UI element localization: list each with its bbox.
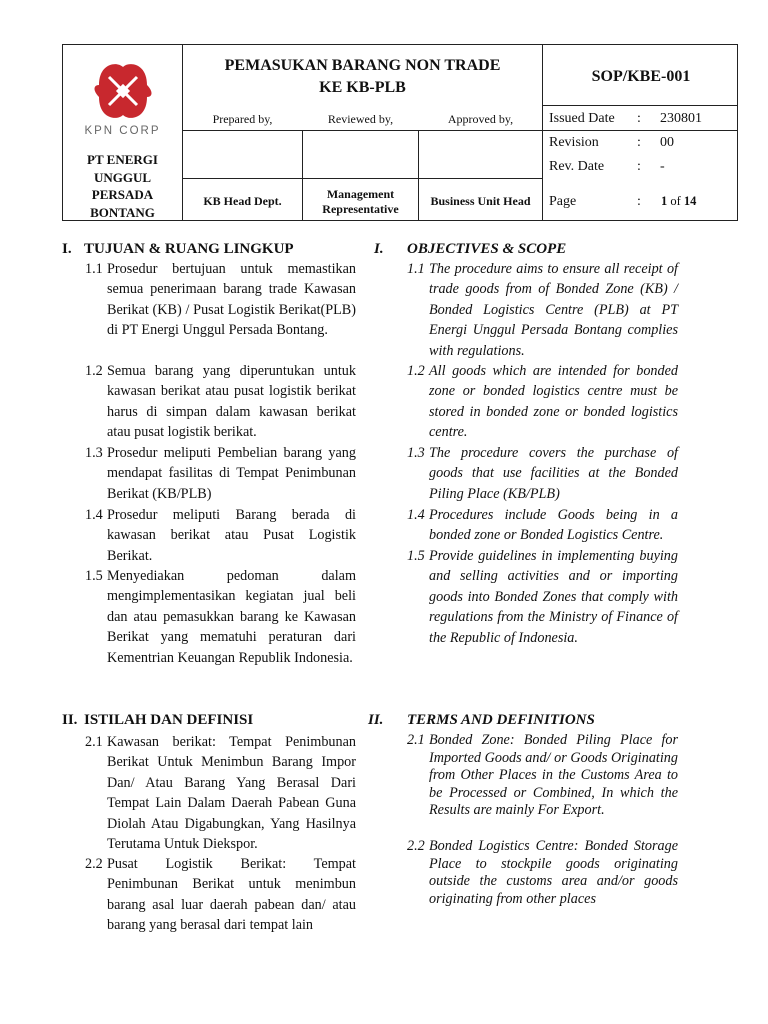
item-number: 1.1 bbox=[407, 261, 425, 277]
page-of: of bbox=[670, 194, 681, 208]
section-2-numeral-en: II. bbox=[368, 712, 384, 728]
item-text: Pusat Logistik Berikat: Tempat Penimbunan Berikat untuk menimbun barang asal luar daerah pabean dan/ atau barang yang berasal dari tempat lain bbox=[107, 856, 356, 934]
issued-date-label: Issued Date bbox=[549, 111, 615, 126]
item-text: Procedures include Goods being in a bonded zone or Bonded Logistics Centre. bbox=[429, 507, 678, 544]
list-item bbox=[407, 361, 678, 443]
item-text: Prosedur bertujuan untuk memastikan semua penerimaan barang trade Kawasan Berikat (KB) / Pusat Logistik Berikat(PLB) di PT Energi Unggul Persada Bontang. bbox=[107, 261, 356, 339]
approved-by-label: Approved by, bbox=[447, 112, 514, 126]
list-item bbox=[85, 259, 356, 341]
rev-date-value: - bbox=[660, 159, 665, 174]
item-number: 1.3 bbox=[85, 445, 103, 461]
document-header-table bbox=[62, 44, 738, 221]
rev-date-sep: : bbox=[637, 159, 641, 174]
list-item bbox=[407, 732, 678, 820]
list-item bbox=[85, 361, 356, 443]
page-label: Page bbox=[549, 194, 577, 209]
page-current: 1 bbox=[661, 194, 668, 208]
item-text: Menyediakan pedoman dalam mengimplementasikan kegiatan jual beli dan atau pemasukkan barang ke Kawasan Berikat yang mematuhi peraturan dari Kementrian Keuangan Republik Indonesia. bbox=[107, 568, 356, 666]
section-2-heading-id: ISTILAH DAN DEFINISI bbox=[84, 712, 254, 728]
approved-by-role: Business Unit Head bbox=[430, 194, 531, 208]
reviewed-by-label: Reviewed by, bbox=[327, 112, 394, 126]
list-item bbox=[407, 505, 678, 546]
list-item bbox=[407, 443, 678, 504]
item-text: The procedure covers the purchase of goods that use facilities at the Bonded Piling Place (KB/PLB) bbox=[429, 445, 678, 502]
divider bbox=[542, 105, 737, 106]
item-text: The procedure aims to ensure all receipt of trade goods from of Bonded Zone (KB) / Bonded Logistics Centre (PLB) at PT Energi Unggul Persada Bontang complies with regulations. bbox=[429, 261, 678, 359]
item-number: 2.2 bbox=[407, 838, 425, 854]
section-2-heading-en: TERMS AND DEFINITIONS bbox=[407, 712, 595, 728]
item-text: Semua barang yang diperuntukan untuk kawasan berikat atau pusat logistik berikat harus di simpan dalam kawasan berikat atau pusat logistik berikat. bbox=[107, 363, 356, 441]
list-item bbox=[407, 546, 678, 648]
item-number: 2.2 bbox=[85, 856, 103, 872]
logo-wordmark: KPN CORP bbox=[84, 125, 161, 137]
company-name: PT ENERGI UNGGUL PERSADA BONTANG bbox=[87, 152, 158, 220]
divider bbox=[182, 178, 542, 179]
section-1-numeral-en: I. bbox=[374, 241, 384, 257]
page-sep: : bbox=[637, 194, 641, 209]
item-number: 2.1 bbox=[407, 732, 425, 748]
item-text: Prosedur meliputi Barang berada di kawasan berikat atau Pusat Logistik Berikat. bbox=[107, 507, 356, 564]
list-item bbox=[407, 838, 678, 908]
item-text: Bonded Logistics Centre: Bonded Storage Place to stockpile goods originating outside the customs area and/or goods originating from other places bbox=[429, 838, 678, 907]
section-1-numeral-id: I. bbox=[62, 241, 72, 257]
item-number: 1.2 bbox=[407, 363, 425, 379]
page-total: 14 bbox=[683, 194, 697, 208]
revision-label: Revision bbox=[549, 135, 599, 150]
revision-value: 00 bbox=[660, 135, 674, 150]
item-number: 1.5 bbox=[407, 548, 425, 564]
prepared-by-label: Prepared by, bbox=[212, 112, 273, 126]
prepared-by-role: KB Head Dept. bbox=[203, 194, 282, 208]
item-number: 1.4 bbox=[407, 507, 425, 523]
list-item bbox=[85, 505, 356, 566]
kpn-logo-icon bbox=[63, 51, 182, 135]
list-item bbox=[85, 443, 356, 504]
item-number: 1.5 bbox=[85, 568, 103, 584]
divider bbox=[182, 130, 737, 131]
item-text: Provide guidelines in implementing buying and selling activities and or importing goods into Bonded Zones that comply with regulations from the Ministry of Finance of the Republic of Indonesia. bbox=[429, 548, 678, 646]
item-number: 2.1 bbox=[85, 734, 103, 750]
issued-date-value: 230801 bbox=[660, 111, 702, 126]
list-item bbox=[85, 854, 356, 936]
document-title-line1: PEMASUKAN BARANG NON TRADE bbox=[224, 57, 501, 74]
reviewed-by-role: Management Representative bbox=[322, 187, 399, 216]
company-logo bbox=[63, 45, 182, 145]
divider bbox=[302, 130, 303, 220]
item-number: 1.1 bbox=[85, 261, 103, 277]
page-number bbox=[661, 194, 696, 209]
item-number: 1.3 bbox=[407, 445, 425, 461]
issued-date-sep: : bbox=[637, 111, 641, 126]
section-1-heading-id: TUJUAN & RUANG LINGKUP bbox=[84, 241, 294, 257]
rev-date-label: Rev. Date bbox=[549, 159, 605, 174]
section-1-heading-en: OBJECTIVES & SCOPE bbox=[407, 241, 567, 257]
revision-sep: : bbox=[637, 135, 641, 150]
list-item bbox=[85, 566, 356, 668]
item-text: Bonded Zone: Bonded Piling Place for Imported Goods and/ or Goods Originating from Other Places in the Customs Area to be Processed or Combined, In which the Results are mainly For Export. bbox=[429, 732, 678, 819]
section-2-numeral-id: II. bbox=[62, 712, 78, 728]
item-number: 1.2 bbox=[85, 363, 103, 379]
list-item bbox=[407, 259, 678, 361]
list-item bbox=[85, 732, 356, 854]
document-code: SOP/KBE-001 bbox=[591, 68, 691, 85]
item-number: 1.4 bbox=[85, 507, 103, 523]
item-text: Prosedur meliputi Pembelian barang yang mendapat fasilitas di Tempat Penimbunan Berikat (KB/PLB) bbox=[107, 445, 356, 502]
document-title-line2: KE KB-PLB bbox=[319, 79, 406, 96]
item-text: Kawasan berikat: Tempat Penimbunan Berikat Untuk Menimbun Barang Impor Dan/ Atau Barang Yang Berasal Dari Tempat Lain Dalam Daerah Pabean Guna Diolah Atau Digabungkan, Yang Hasilnya Terutama Untuk Diekspor. bbox=[107, 734, 356, 853]
item-text: All goods which are intended for bonded zone or bonded logistics centre must be stored in bonded zone or bonded logistics centre. bbox=[429, 363, 678, 441]
